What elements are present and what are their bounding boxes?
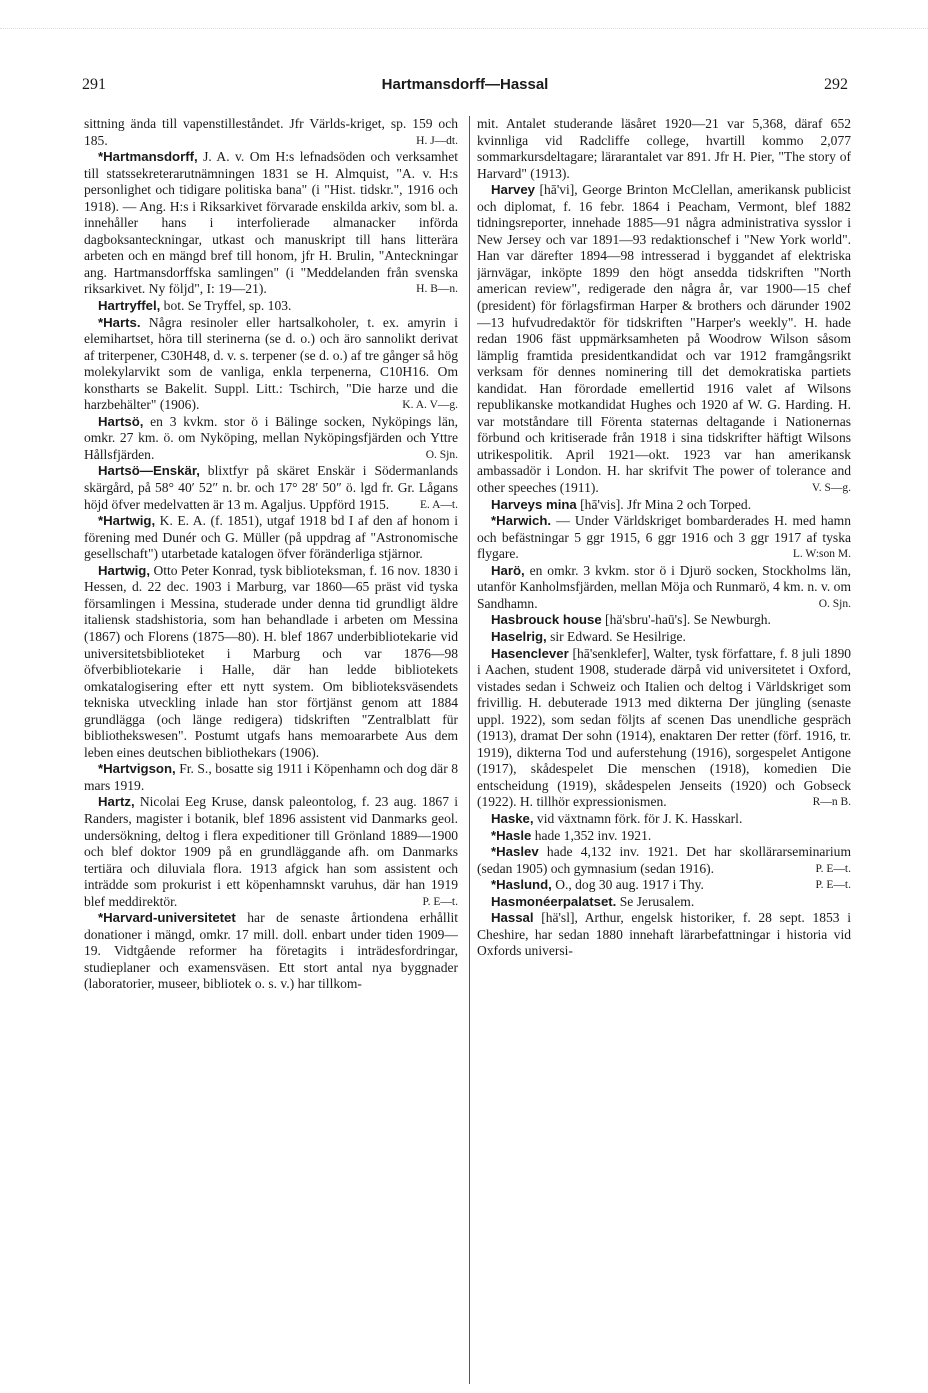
entry-headword: Hartryffel, [98, 298, 161, 314]
dictionary-entry [477, 811, 851, 828]
dictionary-entry [477, 497, 851, 514]
entry-text: vid växtnamn förk. för J. K. Hasskarl. [533, 810, 743, 826]
running-title: Hartmansdorff—Hassal [381, 76, 549, 93]
entry-text: Fr. S., bosatte sig 1911 i Köpenhamn och dog där 8 mars 1919. [84, 761, 458, 793]
dictionary-entry [477, 182, 851, 496]
entry-headword: *Hasle [491, 827, 532, 843]
dictionary-entry [477, 646, 851, 811]
entry-text: Otto Peter Konrad, tysk biblioteksman, f. 16 nov. 1830 i Hessen, d. 22 dec. 1903 i Marburg, var 1860—65 präst vid tyska församlingen i Messina, studerade under denna tid grundligt äldre italiensk stadshistoria, som han behandlade i arbeten om Messina (1867) och Florens (1875—80). H. blef 1867 underbibliotekarie vid universitetsbiblioteket i Marburg och var 1876—98 öfverbibliotekarie i Halle, där han ledde bibliotekets omkatalogisering efter ett nytt system. Om biblioteksväsendets tekniska utveckling inlade han stor förtjänst genom att 1884 grundlägga (och länge redigera) tidskriften "Zentralblatt für bibliothekswesen". Postumt utgafs hans memoararbete Aus dem leben eines deutschen bibliothekars (1906). [84, 562, 458, 760]
entry-text: blixtfyr på skäret Enskär i Södermanlands skärgård, på 58° 40′ 52″ n. br. och 17° 28′ 50″ ö. lgd fr. Gr. Lågans höjd öfver medelvatten är 13 m. Agaljus. Uppförd 1915. [84, 463, 458, 512]
entry-text: [hä'sl], Arthur, engelsk historiker, f. 28 sept. 1853 i Cheshire, har sedan 1880 innehaft lärarbefattningar i historia vid Oxfords universi- [477, 910, 851, 959]
entry-text: [hā'senklefer], Walter, tysk författare, f. 8 juli 1890 i Aachen, student 1908, studerade därpå vid universitetet i Oxford, vistades sedan i Schweiz och Italien och deltog i Världskriget som frivillig. H. debuterade 1913 med dikterna Der jüngling (senaste uppl. 1922), som sedan följts af scenen Das unendliche gespräch (1913), dramat Der sohn (1914), enaktaren Der retter (förf. 1916, tr. 1919), dikterna Tod und auferstehung (1916), sorgespelet Antigone (1917), skådespelet Die menschen (1918), komedien Die entscheidung (1919), skådespelen Jenseits (1920) och Gobseck (1922). H. tillhör expressionismen. [477, 645, 851, 810]
dictionary-entry [84, 414, 458, 464]
page-header [82, 76, 848, 100]
dictionary-entry [477, 910, 851, 960]
entry-text: en omkr. 3 kvkm. stor ö i Djurö socken, Stockholms län, utanför Kanholmsfjärden, mellan Möja och Runmarö, 4 km. n. v. om Sandhamn. [477, 562, 851, 611]
dictionary-entry [477, 877, 851, 894]
author-signature: O. Sjn. [425, 448, 458, 461]
dictionary-entry [477, 513, 851, 563]
entry-headword: Harveys mina [491, 496, 577, 512]
author-signature: P. E—t. [422, 895, 458, 908]
entry-headword: Hartwig, [98, 562, 151, 578]
page-number-right: 292 [824, 76, 848, 93]
author-signature: E. A—t. [419, 498, 458, 511]
entry-headword: Hassal [491, 910, 534, 926]
author-signature: P. E—t. [815, 862, 851, 875]
scan-artifact-line [0, 28, 928, 30]
left-column [84, 116, 458, 1386]
entry-text: en 3 kvkm. stor ö i Bälinge socken, Nyköpings län, omkr. 27 km. ö. om Nyköping, mellan Nyköpingsfjärden och Yttre Hållsfjärden. [84, 413, 458, 462]
entry-headword: Haske, [491, 810, 534, 826]
column-divider [469, 116, 470, 1384]
entry-text: Nicolai Eeg Kruse, dansk paleontolog, f. 23 aug. 1867 i Randers, magister i botanik, blef 1896 assistent vid Danmarks geol. undersökning, deltog i flera expeditioner till Grönland 1889—1900 och blef doktor 1909 på en grundläggande afh. om Danmarks tertiära och diluviala flora. 1913 afgick han som assistent och inträdde som prokurist i ett köpenhamnskt varuhus, där han 1919 blef meddirektör. [84, 794, 458, 909]
entry-headword: *Harwich. [491, 513, 552, 529]
dictionary-entry [84, 298, 458, 315]
entry-headword: *Haslev [491, 844, 539, 860]
entry-text: Några resinoler eller hartsalkoholer, t. ex. amyrin i elemihartset, höra till sterinerna (se d. o.) och äro sannolikt derivat af triterpener, C30H48, d. v. s. terpener (se d. o.) af tre gånger så hög molekylarvikt som de vanliga, enkla terpenerna, C10H16. Om konstharts se Bakelit. Suppl. Litt.: Tschirch, "Die harze und die harzbehälter" (1906). [84, 314, 458, 413]
author-signature: P. E—t. [815, 879, 851, 892]
dictionary-entry [84, 315, 458, 414]
dictionary-entry [84, 563, 458, 762]
entry-text: hade 1,352 inv. 1921. [531, 827, 652, 843]
entry-headword: Hartsö—Enskär, [98, 463, 200, 479]
entry-headword: *Haslund, [491, 877, 552, 893]
entry-text: hade 4,132 inv. 1921. Det har skollärarseminarium (sedan 1905) och gymnasium (sedan 1916). [477, 844, 851, 876]
entry-text: har de senaste årtiondena erhållit donationer i mängd, omkr. 17 mill. doll. enbart under tiden 1909—19. Vidtgående reformer ha företagits i inträdesfordringar, studieplaner och examensväsen. Ett stort antal nya byggnader (laboratorier, museer, bibliotek o. s. v.) har tillkom- [84, 910, 458, 992]
entry-text: sittning ända till vapenstilleståndet. Jfr Världs-kriget, sp. 159 och 185. [84, 116, 458, 148]
entry-headword: *Harts. [98, 314, 141, 330]
dictionary-entry [84, 116, 458, 149]
dictionary-entry [477, 629, 851, 646]
dictionary-entry [84, 463, 458, 513]
dictionary-entry [84, 149, 458, 298]
dictionary-entry [477, 563, 851, 613]
dictionary-entry [84, 761, 458, 794]
author-signature: R—n B. [812, 796, 851, 809]
page-number-left: 291 [82, 76, 106, 93]
dictionary-entry [477, 116, 851, 182]
entry-headword: *Hartwig, [98, 513, 156, 529]
dictionary-entry [477, 612, 851, 629]
entry-text: [hā'vis]. Jfr Mina 2 och Torped. [576, 496, 752, 512]
entry-headword: *Hartvigson, [98, 761, 176, 777]
dictionary-entry [84, 513, 458, 563]
entry-headword: Hasbrouck house [491, 612, 602, 628]
entry-headword: Harvey [491, 182, 535, 198]
author-signature: L. W:son M. [792, 548, 851, 561]
entry-headword: Hasenclever [491, 645, 569, 661]
author-signature: V. S—g. [811, 482, 851, 495]
dictionary-entry [84, 794, 458, 910]
dictionary-entry [477, 828, 851, 845]
entry-text: bot. Se Tryffel, sp. 103. [160, 298, 292, 314]
entry-text: sir Edward. Se Hesilrige. [546, 628, 686, 644]
author-signature: H. J—dt. [416, 134, 458, 147]
author-signature: K. A. V—g. [402, 399, 458, 412]
entry-headword: Hartsö, [98, 413, 144, 429]
entry-text: mit. Antalet studerande läsåret 1920—21 var 5,368, däraf 652 kvinnliga vid Radcliffe college, hvartill kommo 2,077 sommarkursdeltagare; lärarantalet var 891. Jfr H. Pier, "The story of Harvard" (1913). [477, 116, 851, 181]
entry-text: [hā'vi], George Brinton McClellan, amerikansk publicist och diplomat, f. 16 febr. 1864 i Peacham, Vermont, blef 1882 tidningsreporter, innehade 1885—91 några administrativa sysslor i New Jersey och var 1891—93 redaktionschef i "New York world". Han var därefter 1894—98 intresserad i byggandet af elektriska järnvägar, inköpte 1899 den högt ansedda tidskriften "North american review", redigerade den några år, var 1900—15 chef (president) för förlagsfirman Harper & brothers och därunder 1902—13 hufvudredaktör för tidskriften "Harper's weekly". H. hade redan 1906 fäst uppmärksamheten på Woodrow Wilson såsom lämplig framtida presidentkandidat och var 1912 framgångsrikt verksam för dennes nominering till det demokratiska partiets kandidat. Han förordade emellertid 1916 valet af Wilsons republikanske motkandidat Hughes och 1920 af W. G. Harding. H. var motståndare till Förenta staternas deltagande i Nationernas förbund och kritiserade från 1918 i sina tidskrifter häftigt Wilsons utrikespolitik. April 1921—okt. 1923 var han amerikansk ambassadör i London. H. har skrifvit The power of tolerance and other speeches (1911). [477, 182, 851, 496]
entry-headword: Hasmonéerpalatset. [491, 893, 617, 909]
author-signature: H. B—n. [416, 283, 458, 296]
entry-text: J. A. v. Om H:s lefnadsöden och verksamhet till statssekreterarutnämningen 1831 se H. Almquist, "A. v. H:s personlighet och tidigare politiska bana" (i "Hist. tidskr.", 1916 och 1918). — Ang. H:s i Riksarkivet förvarade enskilda arkiv, som bl. a. innehåller hans i interfolierade almanacker införda dagboksanteckningar, utkast och manuskript till hans litterära arbeten och en mängd bref till honom, jfr H. Brulin, "Anteckningar ang. Hartmansdorffska samlingen" (i "Meddelanden från svenska riksarkivet. Ny följd", I: 19—21). [84, 149, 458, 297]
dictionary-entry [84, 910, 458, 993]
entry-text: Se Jerusalem. [616, 893, 695, 909]
entry-headword: *Harvard-universitetet [98, 910, 236, 926]
dictionary-entry [477, 844, 851, 877]
entry-text: — Under Världskriget bombarderades H. med hamn och befästningar 5 ggr 1915, 6 ggr 1916 och 3 ggr 1917 af tyska flygare. [477, 513, 851, 562]
entry-headword: Hartz, [98, 794, 135, 810]
entry-text: O., dog 30 aug. 1917 i Thy. [551, 877, 704, 893]
entry-text: K. E. A. (f. 1851), utgaf 1918 bd I af den af honom i förening med Dunér och G. Müller (på uppdrag af "Astronomische gesellschaft") utarbetade katalogen öfver föränderliga stjärnor. [84, 513, 458, 562]
right-column [477, 116, 851, 1386]
entry-headword: Harö, [491, 562, 525, 578]
author-signature: O. Sjn. [818, 597, 851, 610]
entry-headword: *Hartmansdorff, [98, 149, 198, 165]
entry-headword: Haselrig, [491, 628, 547, 644]
entry-text: [hä'sbru'-haū's]. Se Newburgh. [601, 612, 771, 628]
dictionary-entry [477, 894, 851, 911]
